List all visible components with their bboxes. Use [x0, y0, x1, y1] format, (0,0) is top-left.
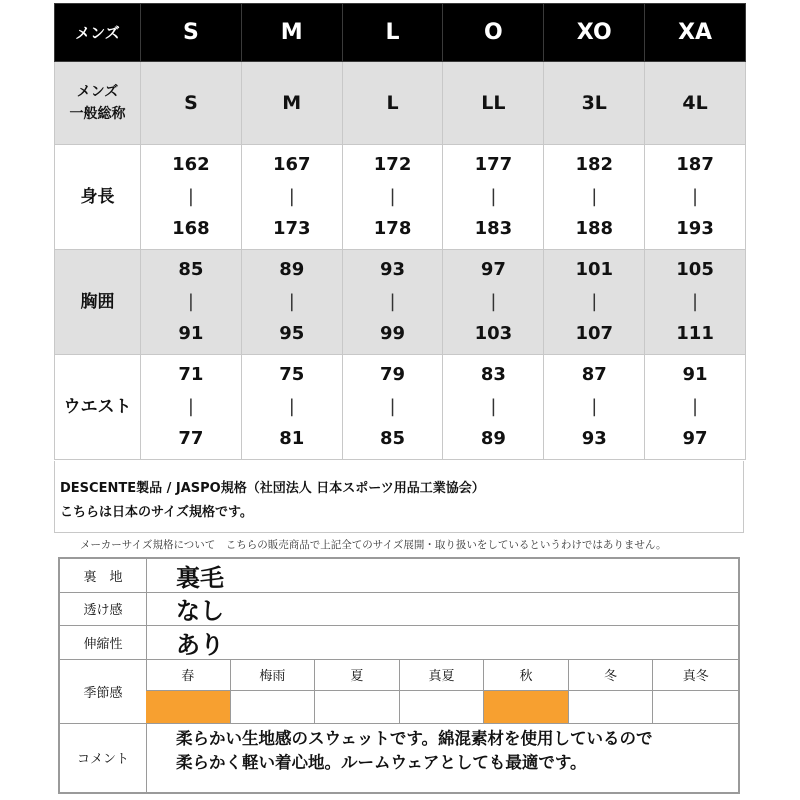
- sheer-value: なし: [176, 597, 224, 625]
- range-cell: [443, 355, 544, 460]
- row-label: 胸囲: [55, 250, 141, 355]
- lining-row: [60, 559, 738, 593]
- season-name: 真夏: [400, 659, 485, 691]
- general-size: LL: [443, 62, 544, 145]
- range-cell: [141, 355, 242, 460]
- season-indicator: [653, 691, 738, 723]
- range-min: 172: [373, 154, 412, 175]
- stretch-row: [60, 625, 738, 660]
- range-max: 173: [272, 218, 311, 239]
- range-separator: |: [490, 291, 497, 312]
- size-chart-table: [54, 3, 746, 460]
- range-min: 71: [178, 364, 204, 385]
- season-indicator: [231, 691, 316, 723]
- range-separator: |: [692, 396, 699, 417]
- range-max: 188: [575, 218, 614, 239]
- range-cell: [645, 355, 746, 460]
- range-cell: [342, 355, 443, 460]
- range-min: 89: [279, 259, 305, 280]
- season-indicator: [400, 691, 485, 723]
- range-max: 103: [474, 323, 513, 344]
- range-cell: [443, 145, 544, 250]
- season-name: 真冬: [653, 659, 738, 691]
- range-cell: [241, 250, 342, 355]
- comment-line: 柔らかく軽い着心地。ルームウェアとしても最適です。: [176, 753, 587, 772]
- japan-size-note: こちらは日本のサイズ規格です。: [60, 505, 253, 520]
- range-separator: |: [591, 396, 598, 417]
- size-code: XO: [544, 4, 645, 62]
- range-cell: [342, 250, 443, 355]
- lining-value: 裏毛: [176, 564, 224, 592]
- general-size: 4L: [645, 62, 746, 145]
- range-separator: |: [288, 396, 295, 417]
- sheer-row: [60, 592, 738, 626]
- range-separator: |: [187, 186, 194, 207]
- season-name: 梅雨: [231, 659, 316, 691]
- range-max: 95: [279, 323, 305, 344]
- range-min: 79: [380, 364, 406, 385]
- range-cell: [342, 145, 443, 250]
- height-row: [55, 145, 746, 250]
- range-separator: |: [288, 291, 295, 312]
- range-max: 99: [380, 323, 406, 344]
- range-cell: [443, 250, 544, 355]
- range-separator: |: [591, 291, 598, 312]
- range-min: 91: [682, 364, 708, 385]
- season-label: 季節感: [60, 659, 147, 723]
- range-max: 183: [474, 218, 513, 239]
- general-size-label: メンズ 一般総称: [55, 62, 141, 145]
- range-max: 111: [676, 323, 714, 344]
- comment-label: コメント: [60, 723, 147, 792]
- range-min: 85: [178, 259, 204, 280]
- range-min: 87: [581, 364, 607, 385]
- range-max: 193: [676, 218, 714, 239]
- range-cell: [645, 250, 746, 355]
- size-code: XA: [645, 4, 746, 62]
- season-row: [60, 659, 738, 724]
- size-code: O: [443, 4, 544, 62]
- row-label: 身長: [55, 145, 141, 250]
- general-size: M: [241, 62, 342, 145]
- range-max: 91: [178, 323, 204, 344]
- range-min: 187: [676, 154, 714, 175]
- fabric-info-table: [58, 557, 740, 794]
- range-min: 83: [480, 364, 506, 385]
- range-separator: |: [692, 291, 699, 312]
- stretch-value: あり: [176, 630, 224, 659]
- range-cell: [241, 145, 342, 250]
- chest-row: [55, 250, 746, 355]
- range-max: 107: [575, 323, 614, 344]
- comment-text: [176, 727, 653, 775]
- size-code: M: [241, 4, 342, 62]
- row-label: ウエスト: [55, 355, 141, 460]
- general-size: L: [342, 62, 443, 145]
- size-standard-notes: [54, 461, 744, 533]
- range-max: 81: [279, 428, 305, 449]
- range-min: 182: [575, 154, 614, 175]
- range-min: 97: [480, 259, 506, 280]
- season-indicator-active: [484, 691, 569, 723]
- range-max: 85: [380, 428, 406, 449]
- range-separator: |: [187, 396, 194, 417]
- range-min: 105: [676, 259, 714, 280]
- season-name: 冬: [569, 659, 654, 691]
- season-name: 秋: [484, 659, 569, 691]
- range-separator: |: [692, 186, 699, 207]
- range-cell: [141, 145, 242, 250]
- standard-note: DESCENTE製品 / JASPO規格（社団法人 日本スポーツ用品工業協会）: [60, 481, 485, 496]
- size-code: L: [342, 4, 443, 62]
- range-cell: [544, 145, 645, 250]
- header-label: メンズ: [55, 4, 141, 62]
- season-name: 夏: [315, 659, 400, 691]
- range-max: 168: [172, 218, 210, 239]
- range-separator: |: [389, 291, 396, 312]
- range-min: 93: [380, 259, 406, 280]
- general-size-row: [55, 62, 746, 145]
- size-header-row: [55, 4, 746, 62]
- range-max: 93: [581, 428, 607, 449]
- range-cell: [544, 355, 645, 460]
- season-indicator: [315, 691, 400, 723]
- range-cell: [544, 250, 645, 355]
- season-name: 春: [146, 659, 231, 691]
- range-min: 177: [474, 154, 513, 175]
- range-max: 178: [373, 218, 412, 239]
- range-separator: |: [591, 186, 598, 207]
- range-separator: |: [389, 186, 396, 207]
- range-max: 77: [178, 428, 204, 449]
- general-size: S: [141, 62, 242, 145]
- season-indicator: [569, 691, 654, 723]
- range-max: 89: [480, 428, 506, 449]
- range-separator: |: [288, 186, 295, 207]
- stretch-label: 伸縮性: [60, 625, 147, 659]
- range-cell: [141, 250, 242, 355]
- range-separator: |: [187, 291, 194, 312]
- season-grid: [146, 659, 738, 723]
- range-separator: |: [490, 186, 497, 207]
- disclaimer-text: メーカーサイズ規格について こちらの販売商品で上記全てのサイズ展開・取り扱いをしているというわけではありません。: [80, 539, 667, 551]
- size-code: S: [141, 4, 242, 62]
- range-min: 167: [272, 154, 311, 175]
- general-size: 3L: [544, 62, 645, 145]
- range-cell: [645, 145, 746, 250]
- lining-label: 裏 地: [60, 559, 147, 592]
- season-indicator-active: [146, 691, 231, 723]
- range-max: 97: [682, 428, 708, 449]
- range-min: 75: [279, 364, 305, 385]
- range-separator: |: [490, 396, 497, 417]
- sheer-label: 透け感: [60, 592, 147, 625]
- waist-row: [55, 355, 746, 460]
- range-cell: [241, 355, 342, 460]
- comment-line: 柔らかい生地感のスウェットです。綿混素材を使用しているので: [176, 729, 653, 748]
- range-min: 162: [172, 154, 210, 175]
- comment-row: [60, 723, 738, 792]
- range-separator: |: [389, 396, 396, 417]
- range-min: 101: [575, 259, 614, 280]
